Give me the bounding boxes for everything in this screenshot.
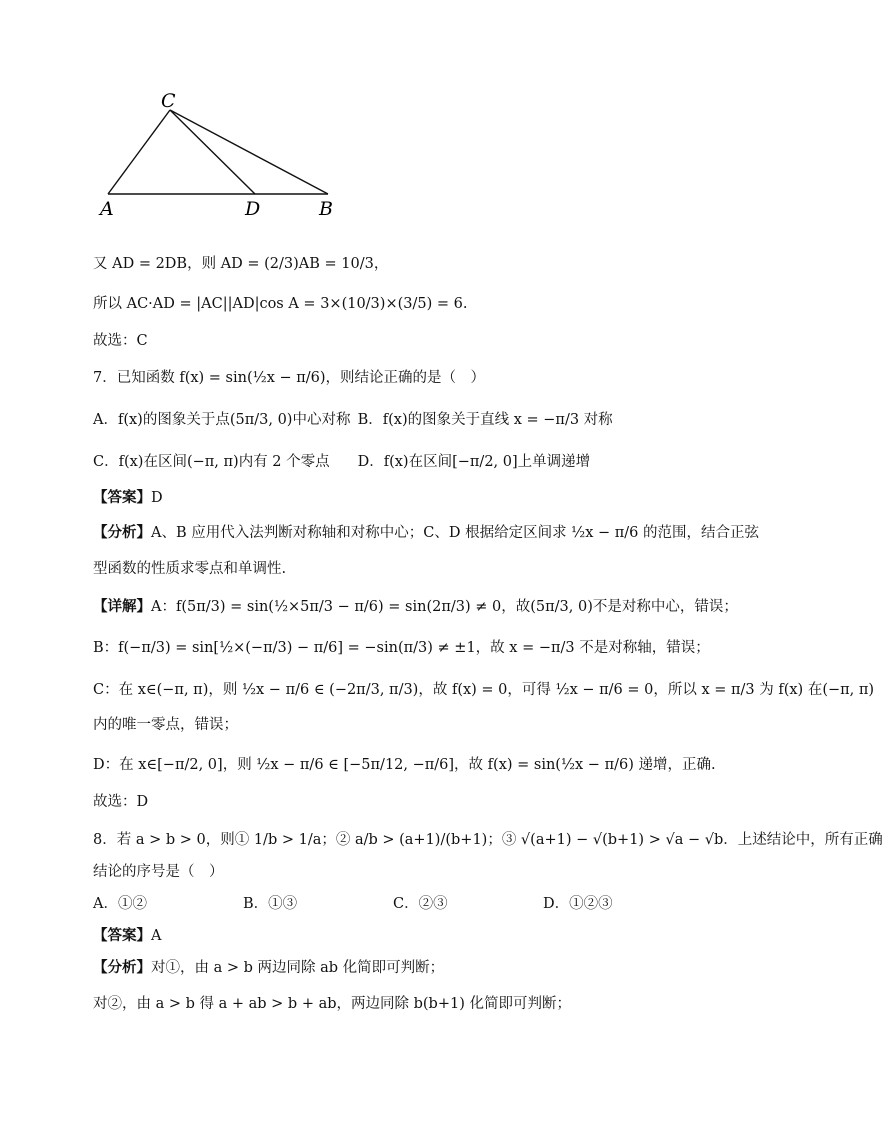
answer-tag: 【答案】	[93, 927, 151, 944]
option-a: A．①②	[93, 896, 147, 912]
question-7-options-ab	[93, 409, 734, 431]
question-8-stem-cont: 结论的序号是（ ）	[93, 864, 224, 880]
answer-value: D	[151, 490, 163, 506]
vertex-label-b: B	[319, 198, 333, 220]
detail-tag: 【详解】	[93, 598, 151, 615]
analysis-7-cont: 型函数的性质求零点和单调性.	[93, 561, 287, 577]
analysis-7	[93, 522, 760, 544]
detail-7-c: C：在 x∈(−π, π)，则 ½x − π/6 ∈ (−2π/3, π/3)，故 f(x) = 0，可得 ½x − π/6 = 0，所以 x = π/3 为 f(x) 在(−π, π)	[93, 682, 875, 698]
vertex-label-c: C	[161, 90, 176, 112]
question-8-stem: 8．若 a > b > 0，则① 1/b > 1/a；② a/b > (a+1)/(b+1)；③ √(a+1) − √(b+1) > √a − √b．上述结论中，所有正确	[93, 832, 883, 848]
vertex-label-a: A	[100, 198, 114, 220]
option-c: C．f(x)在区间(−π, π)内有 2 个零点	[93, 454, 330, 470]
option-b: B．①③	[243, 896, 298, 912]
question-8-options	[93, 893, 734, 915]
detail-7-c-cont: 内的唯一零点，错误；	[93, 717, 238, 733]
analysis-text: A、B 应用代入法判断对称轴和对称中心；C、D 根据给定区间求 ½x − π/6 的范围，结合正弦	[151, 525, 760, 541]
question-7-stem: 7．已知函数 f(x) = sin(½x − π/6)，则结论正确的是（ ）	[93, 370, 486, 386]
option-d: D．f(x)在区间[−π/2, 0]上单调递增	[357, 454, 591, 470]
segment-cd	[170, 110, 255, 194]
segment-ac	[108, 110, 170, 194]
option-b: B．f(x)的图象关于直线 x = −π/3 对称	[357, 412, 613, 428]
answer-value: A	[151, 928, 162, 944]
vertex-label-d: D	[245, 198, 261, 220]
analysis-tag: 【分析】	[93, 959, 151, 976]
analysis-8	[93, 957, 734, 979]
triangle-figure	[95, 85, 355, 225]
answer-8	[93, 925, 734, 947]
option-d: D．①②③	[543, 896, 613, 912]
answer-7	[93, 487, 734, 509]
option-a: A．f(x)的图象关于点(5π/3, 0)中心对称	[93, 412, 351, 428]
analysis-8-cont: 对②，由 a > b 得 a + ab > b + ab，两边同除 b(b+1) 化简即可判断；	[93, 996, 571, 1012]
text-line: 所以 AC·AD = |AC||AD|cos A = 3×(10/3)×(3/5) = 6.	[93, 296, 468, 312]
question-7-options-cd	[93, 451, 734, 473]
analysis-text: 对①，由 a > b 两边同除 ab 化简即可判断；	[151, 960, 445, 976]
detail-text: A：f(5π/3) = sin(½×5π/3 − π/6) = sin(2π/3) ≠ 0，故(5π/3, 0)不是对称中心，错误；	[151, 599, 738, 615]
select-7: 故选：D	[93, 794, 149, 810]
detail-7-b: B：f(−π/3) = sin[½×(−π/3) − π/6] = −sin(π/3) ≠ ±1，故 x = −π/3 不是对称轴，错误；	[93, 640, 710, 656]
analysis-tag: 【分析】	[93, 524, 151, 541]
option-c: C．②③	[393, 896, 448, 912]
answer-tag: 【答案】	[93, 489, 151, 506]
text-line: 故选：C	[93, 333, 148, 349]
text-line: 又 AD = 2DB，则 AD = (2/3)AB = 10/3，	[93, 256, 389, 272]
detail-7-a	[93, 596, 738, 618]
detail-7-d: D：在 x∈[−π/2, 0]，则 ½x − π/6 ∈ [−5π/12, −π/6]，故 f(x) = sin(½x − π/6) 递增，正确.	[93, 757, 716, 773]
segment-cb	[170, 110, 328, 194]
